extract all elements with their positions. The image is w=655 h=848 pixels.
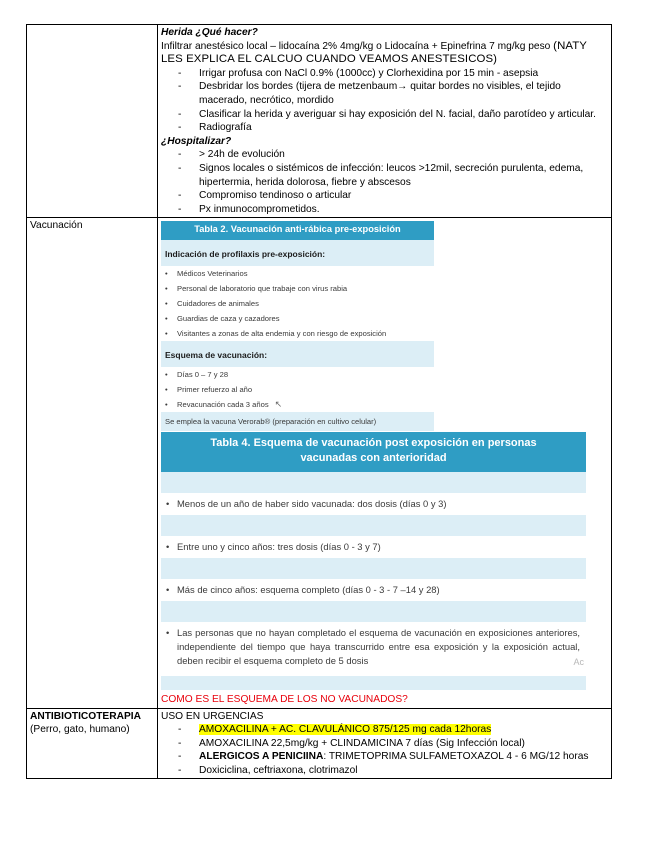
divider (161, 601, 586, 622)
antibiotico-header: USO EN URGENCIAS (161, 710, 264, 722)
divider (161, 515, 586, 536)
row-vacunacion (27, 218, 612, 708)
herida-steps (161, 67, 608, 135)
row-herida-content (158, 25, 612, 218)
row-herida-label (27, 25, 158, 218)
tabla4-title: Tabla 4. Esquema de vacunación post exposición en personas vacunadas con anterioridad (161, 432, 586, 472)
row-antibiotico (27, 708, 612, 779)
tabla2-section-esquema: Esquema de vacunación: (161, 341, 434, 367)
antibiotico-sublabel: (Perro, gato, humano) (30, 724, 130, 736)
hospitalizar-title: ¿Hospitalizar? (161, 135, 232, 147)
table-row-wrap (161, 622, 586, 676)
list-item: - Signos locales o sistémicos de infección: leucos >12mil, secreción purulenta, edema, hipertermia, herida dolorosa, fiebre y abscesos (199, 162, 608, 189)
tabla2-section-indicacion: Indicación de profilaxis pre-exposición: (161, 240, 434, 266)
vacunacion-label: Vacunación (27, 218, 158, 708)
list-item: - Compromiso tendinoso o articular (199, 189, 608, 203)
list-item: - Irrigar profusa con NaCl 0.9% (1000cc) y Clorhexidina por 15 min - asepsia (199, 67, 608, 81)
list-item: • Cuidadores de animales (161, 296, 434, 311)
list-item: • Primer refuerzo al año (161, 382, 434, 397)
tabla2-title: Tabla 2. Vacunación anti-rábica pre-exposición (161, 221, 434, 240)
herida-title: Herida ¿Qué hacer? (161, 27, 258, 38)
hospitalizar-list (161, 148, 608, 216)
bold-text: ALERGICOS A PENICIINA (199, 751, 324, 763)
list-item-text: Revacunación cada 3 años (177, 399, 269, 409)
list-item: • Días 0 – 7 y 28 (161, 367, 434, 382)
tabla4-image (161, 432, 586, 690)
list-item: - Doxiciclina, ceftriaxona, clotrimazol (199, 764, 608, 778)
list-item: - AMOXACILINA 22,5mg/kg + CLINDAMICINA 7 días (Sig Infección local) (199, 737, 608, 751)
list-item: • Personal de laboratorio que trabaje con virus rabia (161, 281, 434, 296)
tabla2-footnote: Se emplea la vacuna Verorab® (preparación en cultivo celular) (161, 412, 434, 431)
list-item (161, 397, 434, 412)
list-item: • Guardias de caza y cazadores (161, 311, 434, 326)
infiltrar-text-b: (NATY LES EXPLICA EL CALCUO CUANDO VEAMOS ANESTESICOS) (161, 39, 587, 66)
infiltrar-text-a: Infiltrar anestésico local – lidocaína 2% 4mg/kg o Lidocaína + Epinefrina 7 mg/kg peso (161, 40, 554, 52)
divider (161, 676, 586, 690)
watermark-text: Ac (573, 657, 584, 668)
list-item: - Clasificar la herida y averiguar si hay exposición del N. facial, daño parotídeo y articular. (199, 108, 608, 122)
list-item: - Desbridar los bordes (tijera de metzenbaum→ quitar bordes no visibles, el tejido macerado, necrótico, mordido (199, 80, 608, 107)
table-row: • Las personas que no hayan completado el esquema de vacunación en exposiciones anteriores, independiente del tiempo que haya transcurrido entre esa exposición y la exposición actual, deben recibir el esquema completo de 5 dosis (161, 622, 586, 676)
table-row: • Entre uno y cinco años: tres dosis (días 0 - 3 y 7) (161, 536, 586, 558)
tabla2-body (161, 240, 434, 431)
list-item (199, 750, 608, 764)
table-row: • Menos de un año de haber sido vacunada: dos dosis (días 0 y 3) (161, 493, 586, 515)
question-text: COMO ES EL ESQUEMA DE LOS NO VACUNADOS? (161, 693, 408, 705)
list-item (199, 723, 608, 737)
tabla2-image (161, 221, 434, 431)
table-row: • Más de cinco años: esquema completo (días 0 - 3 - 7 –14 y 28) (161, 579, 586, 601)
antibiotico-label: ANTIBIOTICOTERAPIA (30, 710, 141, 722)
list-item: • Visitantes a zonas de alta endemia y con riesgo de exposición (161, 326, 434, 341)
row-antibiotico-content (158, 708, 612, 779)
infiltrar-text (161, 40, 608, 67)
notes-table (26, 24, 612, 779)
antibiotico-label-cell (27, 708, 158, 779)
antibiotico-list (161, 723, 608, 777)
row-vacunacion-content (158, 218, 612, 708)
list-item: • Médicos Veterinarios (161, 266, 434, 281)
list-item-text: : TRIMETOPRIMA SULFAMETOXAZOL 4 - 6 MG/12 horas (323, 751, 589, 763)
list-item: - Px inmunocomprometidos. (199, 203, 608, 217)
divider (161, 472, 586, 493)
divider (161, 558, 586, 579)
row-herida (27, 25, 612, 218)
list-item: - Radiografía (199, 121, 608, 135)
mouse-cursor-icon: ↖ (274, 398, 283, 409)
list-item: - > 24h de evolución (199, 148, 608, 162)
highlighted-text: AMOXACILINA + AC. CLAVULÁNICO 875/125 mg cada 12horas (199, 724, 492, 736)
